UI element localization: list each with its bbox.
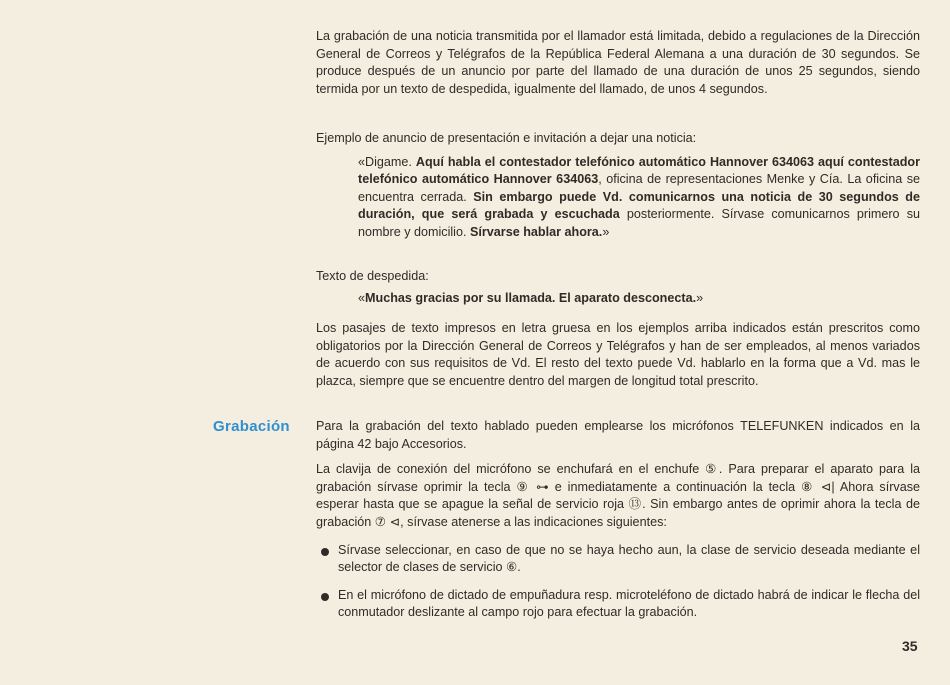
example-bold-1: Aquí habla el contestador telefónico automático Hannover 634063 aquí contestador telefónico automático Hannover 634063 bbox=[358, 154, 920, 187]
example-heading: Ejemplo de anuncio de presentación e invitación a dejar una noticia: bbox=[316, 131, 697, 145]
bullet-icon bbox=[321, 593, 329, 601]
bullet-icon bbox=[321, 548, 329, 556]
intro-paragraph: La grabación de una noticia transmitida por el llamador está limitada, debido a regulaciones de la Dirección General de Correos y Telégrafos de la República Federal Alemana a una duración de 30 segundos. Se produce después de un anuncio por parte del llamado de una duración de unos 25 segundos, siendo termida por un texto de despedida, igualmente del llamado, de unos 4 segundos. bbox=[316, 29, 920, 96]
recording-block bbox=[316, 418, 920, 622]
bold-note-block bbox=[316, 320, 920, 390]
section-heading: Grabación bbox=[213, 418, 290, 435]
example-bold-3: Sírvarse hablar ahora. bbox=[470, 224, 603, 239]
example-text-2: , oficina de representaciones Menke y Cía. La oficina se encuentra cerrada. bbox=[358, 172, 920, 204]
example-text-4: » bbox=[602, 224, 610, 239]
example-text-1: «Digame. bbox=[358, 154, 416, 169]
farewell-text: «Muchas gracias por su llamada. El aparato desconecta.» bbox=[358, 290, 704, 305]
list-item bbox=[316, 542, 920, 577]
example-announcement bbox=[358, 154, 920, 242]
example-bold-2: Sin embargo puede Vd. comunicarnos una noticia de 30 segundos de duración, que será grabada y escuchada bbox=[358, 189, 920, 222]
intro-block bbox=[316, 28, 920, 98]
farewell-block bbox=[316, 268, 920, 307]
bold-note-paragraph: Los pasajes de texto impresos en letra gruesa en los ejemplos arriba indicados están prescritos como obligatorios por la Dirección General de Correos y Telégrafos y han de ser empleados, al menos variados de acuerdo con sus requisitos de Vd. El resto del texto puede Vd. hablarlo en la forma que a Vd. mas le plazca, siempre que se encuentre dentro del margen de longitud total prescrito. bbox=[316, 321, 920, 388]
list-item bbox=[316, 587, 920, 622]
recording-paragraph-2: La clavija de conexión del micrófono se enchufará en el enchufe ⑤. Para preparar el aparato para la grabación sírvase oprimir la tecla ⑨ ⊶ e inmediatamente a continuación la tecla ⑧ ⊲| Ahora sírvase esperar hasta que se apague la señal de servicio roja ⑬. Sin embargo antes de oprimir ahora la tecla de grabación ⑦ ⊲, sírvase atenerse a las indicaciones siguientes: bbox=[316, 462, 920, 529]
recording-paragraph-1: Para la grabación del texto hablado pueden emplearse los micrófonos TELEFUNKEN indicados en la página 42 bajo Accesorios. bbox=[316, 419, 920, 451]
example-text-3: posteriormente. Sírvase comunicarnos primero su nombre y domicilio. bbox=[358, 207, 920, 239]
farewell-bold: Muchas gracias por su llamada. El aparato desconecta. bbox=[365, 290, 697, 305]
list-item-text: Sírvase seleccionar, en caso de que no se haya hecho aun, la clase de servicio deseada mediante el selector de clases de servicio ⑥. bbox=[338, 542, 920, 575]
page-number: 35 bbox=[902, 638, 918, 654]
list-item-text: En el micrófono de dictado de empuñadura resp. microteléfono de dictado habrá de indicar le flecha del conmutador deslizante al campo rojo para efectuar la grabación. bbox=[338, 587, 920, 620]
example-block bbox=[316, 130, 920, 242]
farewell-heading: Texto de despedida: bbox=[316, 269, 429, 283]
